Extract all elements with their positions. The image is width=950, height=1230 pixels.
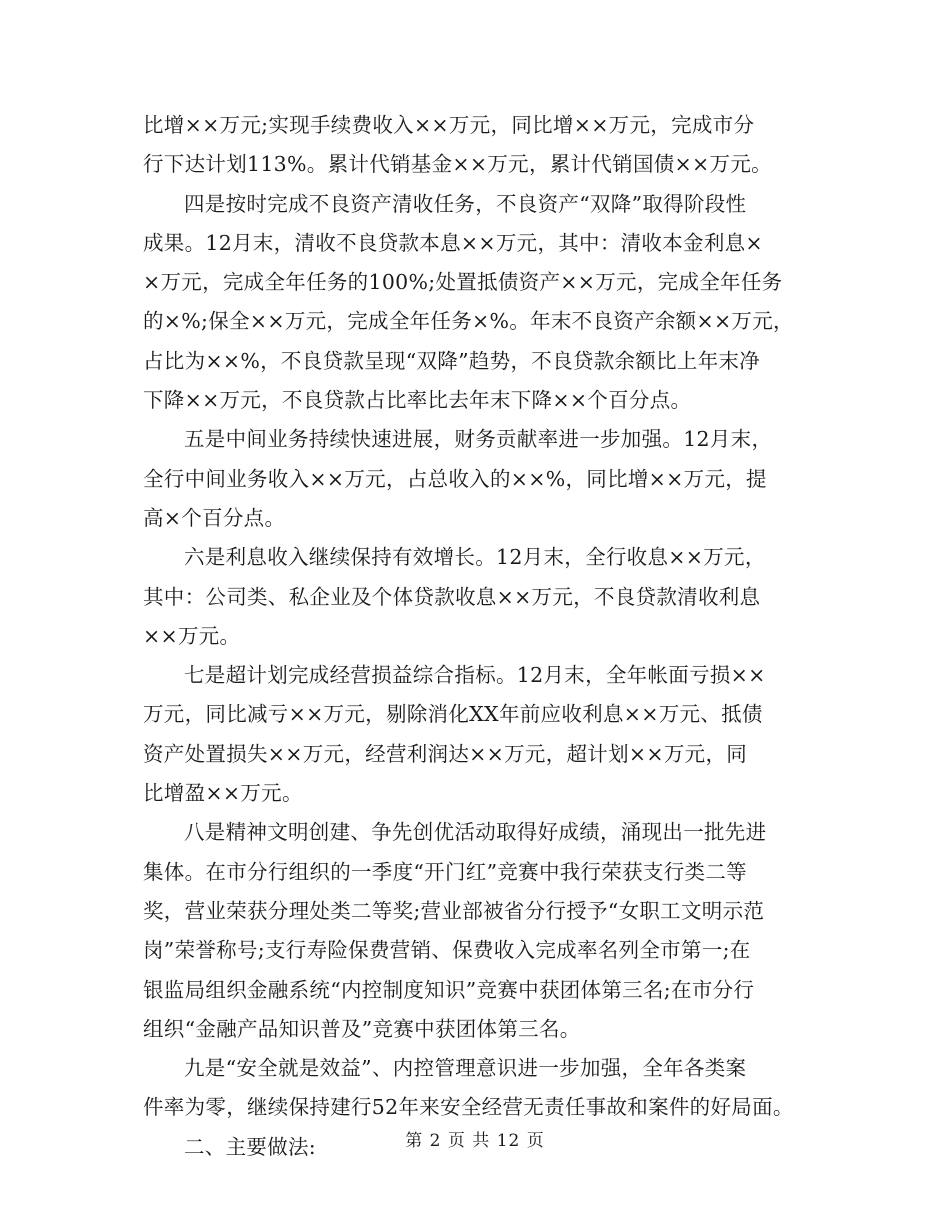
page-number-footer: 第 2 页 共 12 页: [405, 1131, 545, 1151]
paragraph-intermediate-business: 五是中间业务持续快速进展，财务贡献率进一步加强。12月末， 全行中间业务收入××万元，占总收入的××%，同比增××万元，提 高×个百分点。: [143, 427, 773, 530]
paragraph-continuation: 比增××万元;实现手续费收入××万元，同比增××万元，完成市分 行下达计划113%。累计代销基金××万元，累计代销国债××万元。: [143, 113, 772, 177]
paragraph-profit-loss: 七是超计划完成经营损益综合指标。12月末，全年帐面亏损×× 万元，同比减亏××万元，剔除消化XX年前应收利息××万元、抵债 资产处置损失××万元，经营利润达××万元，超计划××万元，同 比增盈××万元。: [143, 663, 766, 806]
paragraph-civilization: 八是精神文明创建、争先创优活动取得好成绩，涌现出一批先进 集体。在市分行组织的一季度“开门红”竞赛中我行荣获支行类二等 奖，营业荣获分理处类二等奖;营业部被省分行授予“女职工文明示范 岗”荣誉称号;支行寿险保费营销、保费收入完成率名列全市第一;在 银监局组织金融系统“内控制度知识”竞赛中获团体第三名;在市分行 组织“金融产品知识普及”竞赛中获团体第三名。: [143, 820, 767, 1041]
paragraph-safety: 九是“安全就是效益”、内控管理意识进一步加强，全年各类案 件率为零，继续保持建行52年来安全经营无责任事故和案件的好局面。: [143, 1056, 794, 1120]
paragraph-bad-assets: 四是按时完成不良资产清收任务，不良资产“双降”取得阶段性 成果。12月末，清收不良贷款本息××万元，其中：清收本金利息× ×万元，完成全年任务的100%;处置抵债资产××万元，完成全年任务 的×%;保全××万元，完成全年任务×%。年末不良资产余额××万元， 占比为××%，不良贷款呈现“双降”趋势，不良贷款余额比上年末净 下降××万元，不良贷款占比率比去年末下降××个百分点。: [143, 191, 794, 413]
section-heading-main-practices: 二、主要做法:: [184, 1134, 317, 1159]
paragraph-interest-income: 六是利息收入继续保持有效增长。12月末，全行收息××万元， 其中：公司类、私企业及个体贷款收息××万元，不良贷款清收利息 ××万元。: [143, 545, 766, 648]
document-body: [143, 106, 811, 1167]
